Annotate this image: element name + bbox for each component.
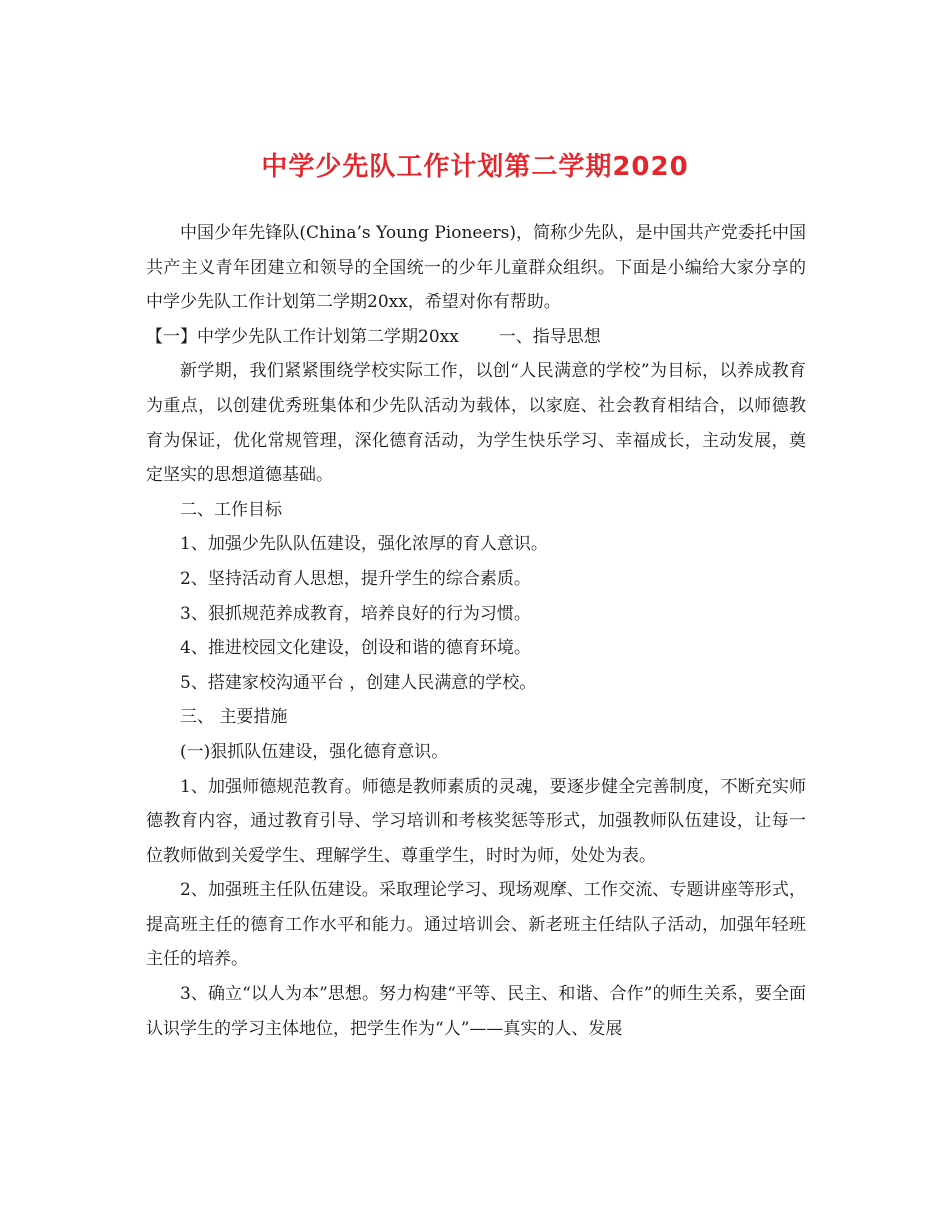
measure-paragraph: 1、加强师德规范教育。师德是教师素质的灵魂，要逐步健全完善制度，不断充实师德教育内容，通过教育引导、学习培训和考核奖惩等形式，加强教师队伍建设，让每一位教师做到关爱学生、理解学生、尊重学生，时时为师，处处为表。 bbox=[146, 776, 806, 866]
goals-heading: 二、工作目标 bbox=[180, 499, 282, 520]
intro-paragraph: 中国少年先锋队(China’s Young Pioneers)，简称少先队，是中国共产党委托中国共产主义青年团建立和领导的全国统一的少年儿童群众组织。下面是小编给大家分享的中学少先队工作计划第二学期20xx，希望对你有帮助。 bbox=[146, 223, 806, 313]
goal-item: 2、坚持活动育人思想，提升学生的综合素质。 bbox=[180, 568, 531, 589]
goal-item: 5、搭建家校沟通平台 ，创建人民满意的学校。 bbox=[180, 672, 537, 693]
section-heading-line bbox=[146, 320, 806, 355]
measures-heading: 三、 主要措施 bbox=[180, 707, 288, 728]
goal-item: 3、狠抓规范养成教育，培养良好的行为习惯。 bbox=[180, 603, 531, 624]
measure-one-heading: (一)狠抓队伍建设，强化德育意识。 bbox=[180, 741, 449, 762]
goal-item: 4、推进校园文化建设，创设和谐的德育环境。 bbox=[180, 638, 531, 659]
guiding-heading: 一、指导思想 bbox=[498, 326, 601, 347]
guiding-paragraph: 新学期，我们紧紧围绕学校实际工作，以创“人民满意的学校”为目标，以养成教育为重点，以创建优秀班集体和少先队活动为载体，以家庭、社会教育相结合，以师德教育为保证，优化常规管理，深化德育活动，为学生快乐学习、幸福成长，主动发展，奠定坚实的思想道德基础。 bbox=[146, 361, 806, 486]
section-one-heading: 【一】中学少先队工作计划第二学期20xx bbox=[146, 326, 459, 347]
measure-paragraph: 2、加强班主任队伍建设。采取理论学习、现场观摩、工作交流、专题讲座等形式，提高班主任的德育工作水平和能力。通过培训会、新老班主任结队子活动，加强年轻班主任的培养。 bbox=[146, 880, 806, 970]
document-body bbox=[146, 216, 806, 1046]
measure-paragraph: 3、确立“以人为本”思想。努力构建“平等、民主、和谐、合作”的师生关系，要全面认识学生的学习主体地位，把学生作为“人”——真实的人、发展 bbox=[146, 984, 806, 1039]
goal-item: 1、加强少先队队伍建设，强化浓厚的育人意识。 bbox=[180, 534, 548, 555]
document-title: 中学少先队工作计划第二学期2020 bbox=[261, 152, 689, 182]
